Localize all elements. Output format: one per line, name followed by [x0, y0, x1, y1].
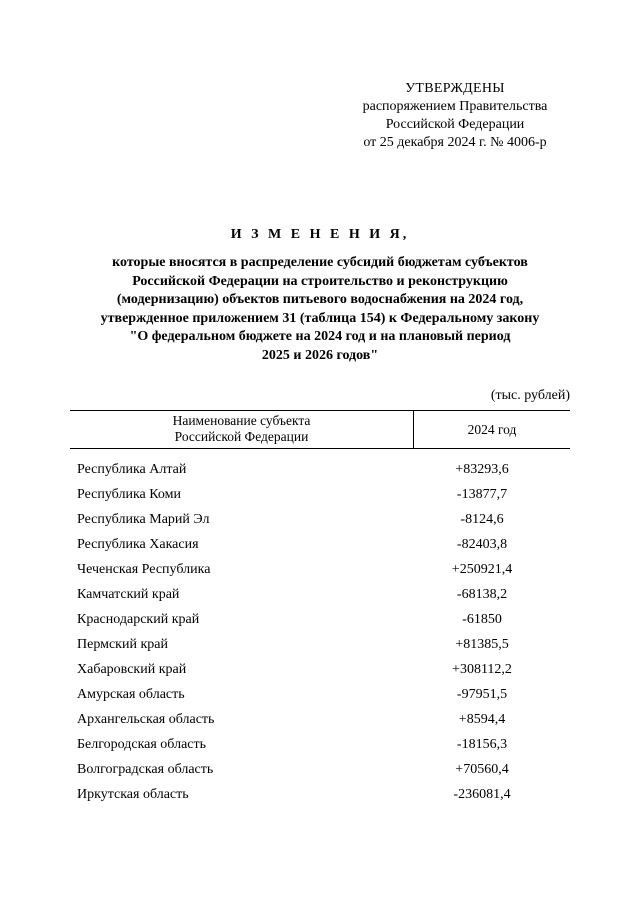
subject-value: -68138,2	[456, 587, 508, 602]
subject-name: Республика Алтай	[77, 462, 187, 477]
table-row	[77, 636, 552, 661]
subject-name: Республика Марий Эл	[77, 512, 210, 527]
table-body	[77, 461, 552, 811]
subject-name: Хабаровский край	[77, 662, 187, 677]
approval-block	[340, 80, 570, 152]
table-row	[77, 536, 552, 561]
subject-name: Камчатский край	[77, 587, 180, 602]
heading-line: Российской Федерации на строительство и реконструкцию	[132, 273, 508, 289]
subject-value: -8124,6	[460, 512, 504, 527]
subject-value: +81385,5	[455, 637, 509, 652]
heading-line: утвержденное приложением 31 (таблица 154) к Федеральному закону	[100, 310, 540, 326]
subject-name: Республика Хакасия	[77, 537, 199, 552]
subject-name: Волгоградская область	[77, 762, 214, 777]
subject-value: +308112,2	[452, 662, 512, 677]
heading-line: "О федеральном бюджете на 2024 год и на плановый период	[129, 329, 511, 344]
subject-value: +250921,4	[451, 562, 513, 577]
subject-name: Республика Коми	[77, 487, 181, 502]
table-row	[77, 711, 552, 736]
subject-value: +8594,4	[458, 712, 506, 727]
heading-line: 2025 и 2026 годов"	[261, 347, 379, 363]
subject-value: -13877,7	[456, 487, 508, 502]
approval-line: распоряжением Правительства	[362, 99, 548, 114]
table-row	[77, 761, 552, 786]
approval-date-line: от 25 декабря 2024 г. № 4006-р	[363, 135, 547, 150]
subject-name: Иркутская область	[77, 787, 189, 802]
document-heading	[70, 226, 570, 365]
heading-line: которые вносятся в распределение субсидий бюджетам субъектов	[112, 255, 528, 270]
approval-title: УТВЕРЖДЕНЫ	[405, 81, 505, 96]
subject-name: Белгородская область	[77, 737, 207, 752]
subject-value: -18156,3	[456, 737, 508, 752]
approval-line: Российской Федерации	[385, 117, 525, 132]
subject-name: Пермский край	[77, 637, 168, 652]
table-row	[77, 486, 552, 511]
table-row	[77, 461, 552, 486]
table-row	[77, 661, 552, 686]
subject-name: Чеченская Республика	[77, 562, 211, 577]
subject-name: Архангельская область	[77, 712, 215, 727]
subject-value: -236081,4	[453, 787, 511, 802]
table-header	[70, 410, 570, 449]
column-header-subject-line: Российской Федерации	[174, 429, 309, 444]
subject-name: Краснодарский край	[77, 612, 200, 627]
table-row	[77, 786, 552, 811]
table-row	[77, 511, 552, 536]
table-row	[77, 686, 552, 711]
subject-value: -61850	[462, 612, 502, 627]
subject-value: -97951,5	[456, 687, 508, 702]
table-row	[77, 611, 552, 636]
column-header-year: 2024 год	[467, 421, 517, 437]
units-note: (тыс. рублей)	[490, 388, 570, 403]
table-row	[77, 586, 552, 611]
subject-name: Амурская область	[77, 687, 185, 702]
table-row	[77, 561, 552, 586]
subject-value: +70560,4	[455, 762, 509, 777]
heading-line: (модернизацию) объектов питьевого водоснабжения на 2024 год,	[116, 292, 524, 307]
column-header-subject-line: Наименование субъекта	[172, 413, 311, 428]
heading-title: И З М Е Н Е Н И Я,	[230, 227, 410, 242]
subject-value: +83293,6	[455, 462, 509, 477]
subject-value: -82403,8	[456, 537, 508, 552]
table-row	[77, 736, 552, 761]
column-header-subject	[70, 411, 414, 448]
